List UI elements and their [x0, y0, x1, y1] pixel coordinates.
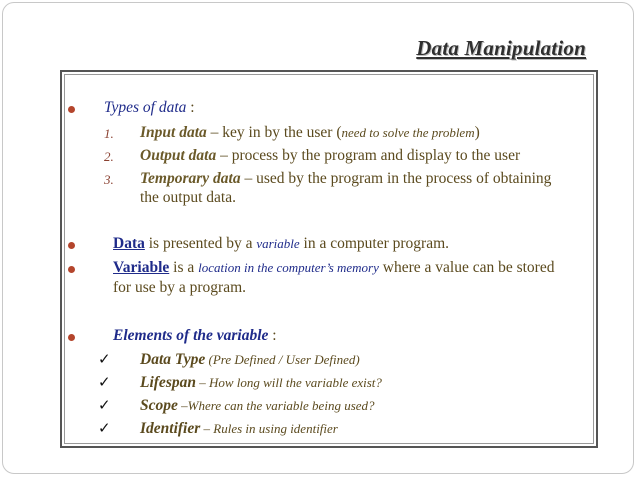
- bullet-icon: [68, 242, 75, 249]
- check-icon: ✓: [98, 396, 111, 414]
- types-heading: Types of data :: [104, 99, 195, 116]
- slide-title: Data Manipulation: [416, 36, 586, 60]
- list-item-output-data: Output data – process by the program and display to the user: [140, 147, 521, 164]
- element-item-scope: Scope –Where can the variable being used?: [140, 397, 375, 414]
- list-item-temporary-data: Temporary data – used by the program in the process of obtaining: [140, 170, 552, 187]
- list-number: 3.: [104, 172, 114, 187]
- list-number: 1.: [104, 126, 114, 141]
- check-icon: ✓: [98, 350, 111, 368]
- bullet-icon: [68, 334, 75, 341]
- element-item-data-type: Data Type (Pre Defined / User Defined): [140, 351, 360, 368]
- list-item-continuation: the output data.: [140, 189, 236, 206]
- bullet-icon: [68, 266, 75, 273]
- list-item-input-data: Input data – key in by the user (need to solve the problem): [140, 124, 480, 141]
- check-icon: ✓: [98, 373, 111, 391]
- variable-definition: Variable is a location in the computer’s memory where a value can be stored: [113, 259, 555, 276]
- check-icon: ✓: [98, 419, 111, 437]
- variable-definition-continuation: for use by a program.: [113, 279, 246, 296]
- data-definition: Data is presented by a variable in a computer program.: [113, 235, 450, 252]
- element-item-lifespan: Lifespan – How long will the variable exist?: [140, 374, 382, 391]
- element-item-identifier: Identifier – Rules in using identifier: [140, 420, 338, 437]
- elements-heading: Elements of the variable :: [113, 327, 277, 344]
- list-number: 2.: [104, 149, 114, 164]
- bullet-icon: [68, 106, 75, 113]
